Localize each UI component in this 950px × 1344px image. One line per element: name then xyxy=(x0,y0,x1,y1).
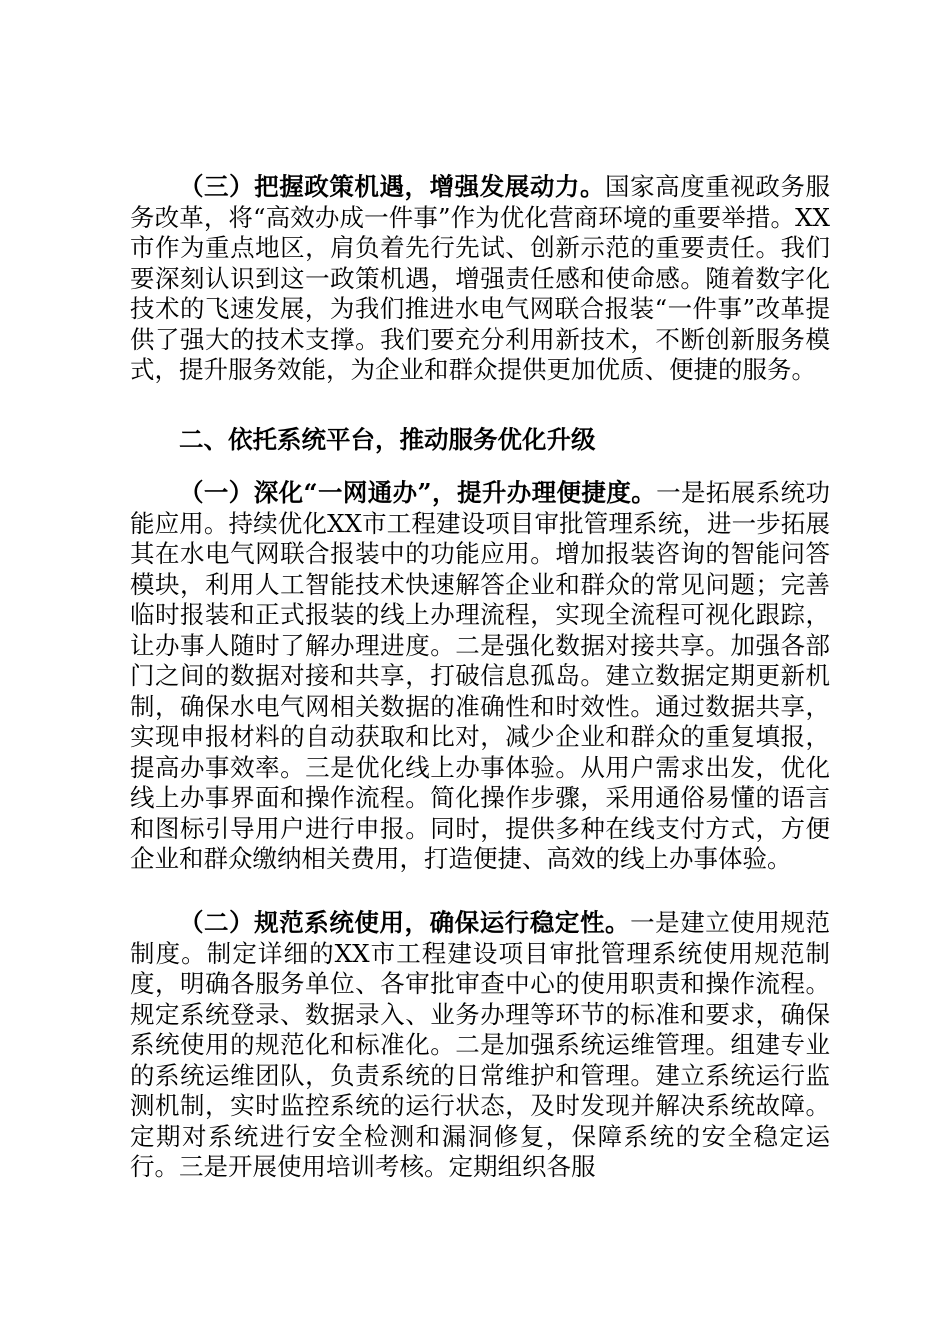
paragraph-body: 国家高度重视政务服务改革，将“高效办成一件事”作为优化营商环境的重要举措。XX市作为重点地区，肩负着先行先试、创新示范的重要责任。我们要深刻认识到这一政策机遇，增强责任感和使命感。随着数字化技术的飞速发展，为我们推进水电气网联合报装“一件事”改革提供了强大的技术支撑。我们要充分利用新技术，不断创新服务模式，提升服务效能，为企业和群众提供更加优质、便捷的服务。 xyxy=(130,172,831,384)
paragraph-policy-opportunity xyxy=(130,172,830,386)
paragraph-body: 一是建立使用规范制度。制定详细的XX市工程建设项目审批管理系统使用规范制度，明确各服务单位、各审批审查中心的使用职责和操作流程。规定系统登录、数据录入、业务办理等环节的标准和要求，确保系统使用的规范化和标准化。二是加强系统运维管理。组建专业的系统运维团队，负责系统的日常维护和管理。建立系统运行监测机制，实时监控系统的运行状态，及时发现并解决系统故障。定期对系统进行安全检测和漏洞修复，保障系统的安全稳定运行。三是开展使用培训考核。定期组织各服 xyxy=(130,908,830,1181)
paragraph-lead-heading: （一）深化“一网通办”，提升办理便捷度。 xyxy=(179,478,657,507)
paragraph-lead-heading: （二）规范系统使用，确保运行稳定性。 xyxy=(179,908,631,937)
paragraph-system-usage xyxy=(130,908,830,1183)
paragraph-online-service xyxy=(130,478,830,875)
paragraph-body: 一是拓展系统功能应用。持续优化XX市工程建设项目审批管理系统，进一步拓展其在水电气网联合报装中的功能应用。增加报装咨询的智能问答模块，利用人工智能技术快速解答企业和群众的常见问题；完善临时报装和正式报装的线上办理流程，实现全流程可视化跟踪，让办事人随时了解办理进度。二是强化数据对接共享。加强各部门之间的数据对接和共享，打破信息孤岛。建立数据定期更新机制，确保水电气网相关数据的准确性和时效性。通过数据共享，实现申报材料的自动获取和比对，减少企业和群众的重复填报，提高办事效率。三是优化线上办事体验。从用户需求出发，优化线上办事界面和操作流程。简化操作步骤，采用通俗易懂的语言和图标引导用户进行申报。同时，提供多种在线支付方式，方便企业和群众缴纳相关费用，打造便捷、高效的线上办事体验。 xyxy=(130,478,831,873)
section-heading: 二、依托系统平台，推动服务优化升级 xyxy=(179,425,596,454)
paragraph-lead-heading: （三）把握政策机遇，增强发展动力。 xyxy=(179,172,606,201)
